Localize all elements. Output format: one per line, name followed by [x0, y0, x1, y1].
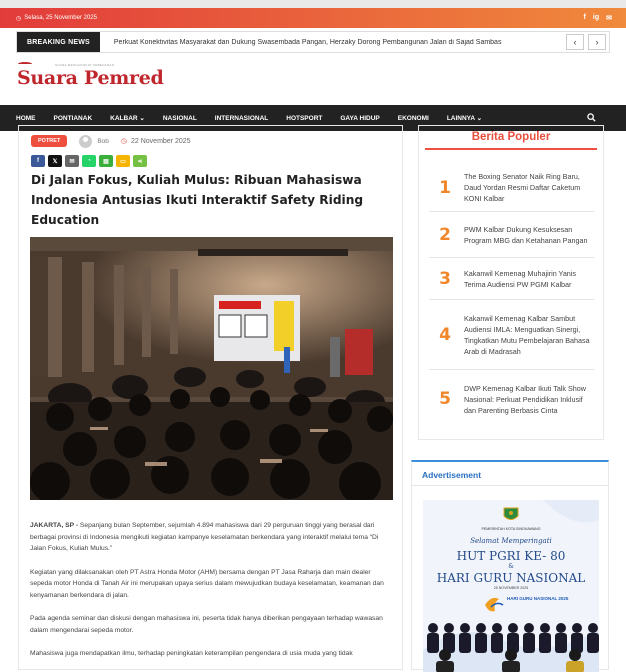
- share-buttons: [31, 155, 147, 167]
- breaking-next-button[interactable]: [588, 34, 606, 50]
- popular-headline[interactable]: Kakanwil Kemenag Muhajirin Yanis Terima Audiensi PW PGMI Kalbar: [464, 268, 576, 289]
- facebook-icon[interactable]: f: [583, 14, 586, 21]
- popular-item[interactable]: [429, 258, 594, 300]
- nav-hotsport[interactable]: HOTSPORT: [286, 114, 323, 122]
- avatar: [79, 135, 92, 148]
- popular-news-widget: [418, 125, 604, 440]
- logo-eye-icon: [18, 62, 32, 66]
- share-icon[interactable]: ⋖: [133, 155, 147, 167]
- breaking-news-bar: [16, 31, 610, 53]
- popular-headline[interactable]: Kakanwil Kemenag Kalbar Sambut Audiensi IMLA: Menguatkan Sinergi, Tingkatkan Mutu Pembelajaran Bahasa Arab di Madrasah: [464, 313, 590, 356]
- nav-internasional[interactable]: INTERNASIONAL: [214, 114, 269, 122]
- social-links: [584, 14, 612, 22]
- logo-tagline: SUARA MENGANGKAT KEBENARAN: [55, 63, 115, 67]
- article-photo[interactable]: [30, 237, 393, 500]
- popular-rank: 4: [439, 324, 451, 345]
- popular-news-title: Berita Populer: [425, 126, 597, 150]
- popular-rank: 5: [439, 389, 451, 409]
- breaking-news-headline[interactable]: Perkuat Konektivitas Masyarakat dan Dukung Swasembada Pangan, Herzaky Dorong Pembangunan Jalan di Sajad Sambas: [113, 38, 502, 46]
- popular-headline[interactable]: DWP Kemenag Kalbar Ikuti Talk Show Nasional: Perkuat Pendidikan Inklusif dan Parenting Berbasis Cinta: [464, 383, 586, 415]
- logo-name: Suara Pemred: [17, 67, 164, 89]
- chevron-left-icon: ‹: [573, 37, 577, 47]
- nav-nasional[interactable]: NASIONAL: [162, 114, 197, 122]
- email-icon[interactable]: ✉: [606, 15, 612, 22]
- search-icon[interactable]: [587, 113, 596, 124]
- site-logo[interactable]: [0, 53, 626, 105]
- advertisement-widget: [411, 460, 609, 670]
- instagram-icon[interactable]: ig: [592, 14, 600, 21]
- dateline: JAKARTA, SP -: [30, 522, 79, 529]
- article-paragraph: Pada agenda seminar dan diskusi dengan mahasiswa ini, peserta tidak hanya diberikan pengayaan terhadap wawasan dalam mengendarai sepeda motor.: [30, 615, 383, 634]
- nav-ekonomi[interactable]: EKONOMI: [397, 114, 429, 122]
- ad-amp: &: [508, 563, 514, 570]
- line-share-icon[interactable]: ▤: [99, 155, 113, 167]
- popular-rank: 2: [439, 224, 451, 245]
- article-title: Di Jalan Fokus, Kuliah Mulus: Ribuan Mahasiswa Indonesia Antusias Ikuti Interaktif Safety Riding Education: [31, 173, 364, 227]
- x-share-icon[interactable]: 𝕏: [48, 155, 62, 167]
- clock-icon: ◷: [120, 138, 127, 145]
- popular-item[interactable]: [429, 300, 594, 370]
- nav-kalbar[interactable]: KALBAR ⌄: [110, 115, 145, 122]
- facebook-share-icon[interactable]: f: [31, 155, 45, 167]
- ad-org: PEMERINTAH KOTA SINGKAWANG: [481, 527, 541, 531]
- popular-rank: 1: [439, 177, 451, 198]
- popular-item[interactable]: [429, 370, 594, 428]
- seminar-hall-image: [30, 237, 393, 500]
- popular-item[interactable]: [429, 212, 594, 258]
- ad-date: 25 NOVEMBER 2025: [493, 586, 529, 590]
- ad-greeting: Selamat Memperingati: [470, 537, 552, 545]
- article-body: [30, 520, 390, 672]
- breaking-news-label: BREAKING NEWS: [17, 32, 100, 52]
- hut-pgri-banner-image: [423, 500, 599, 672]
- advertisement-title: Advertisement: [412, 462, 608, 486]
- popular-item[interactable]: [429, 164, 594, 212]
- nav-pontianak[interactable]: PONTIANAK: [53, 114, 93, 122]
- nav-gaya-hidup[interactable]: GAYA HIDUP: [340, 114, 380, 122]
- article-container: [18, 125, 403, 670]
- popular-headline[interactable]: PWM Kalbar Dukung Kesuksesan Program MBG dan Ketahanan Pangan: [464, 224, 588, 245]
- ad-logo-text: HARI GURU NASIONAL 2025: [507, 596, 569, 601]
- breaking-prev-button[interactable]: [566, 34, 584, 50]
- article-paragraph: Mahasiswa juga mendapatkan ilmu, terhadap peningkatan keterampilan pengendara di usia muda yang tidak: [30, 650, 353, 657]
- article-date: 22 November 2025: [131, 137, 191, 145]
- author-name[interactable]: Bob: [97, 137, 109, 145]
- browser-top-strip: [0, 0, 626, 8]
- popular-rank: 3: [439, 268, 451, 289]
- popular-headline[interactable]: The Boxing Senator Naik Ring Baru, Daud Yordan Resmi Daftar Caketum KONI Kalbar: [464, 172, 581, 203]
- article-meta: [31, 134, 191, 148]
- top-bar: [0, 8, 626, 28]
- ad-line1: HUT PGRI KE- 80: [456, 549, 566, 563]
- copy-link-icon[interactable]: ▭: [116, 155, 130, 167]
- whatsapp-share-icon[interactable]: ◔: [82, 155, 96, 167]
- nav-lainnya[interactable]: LAINNYA ⌄: [446, 115, 483, 122]
- ad-line2: HARI GURU NASIONAL: [436, 571, 586, 585]
- advertisement-banner[interactable]: [423, 500, 599, 672]
- email-share-icon[interactable]: ✉: [65, 155, 79, 167]
- category-badge[interactable]: POTRET: [31, 135, 67, 147]
- top-date: ◷ Selasa, 25 November 2025: [16, 15, 97, 22]
- article-paragraph: Kegiatan yang dilaksanakan oleh PT Astra Honda Motor (AHM) bersama dengan PT Jasa Raharja dan main dealer sepeda motor Honda di Tanah Air ini merupakan upaya serius dalam mewujudkan budaya keselamatan, keamanan dan kenyamanan berkendara di jalan.: [30, 568, 384, 599]
- chevron-right-icon: ›: [595, 37, 599, 47]
- nav-home[interactable]: HOME: [16, 114, 36, 122]
- clock-icon: ◷: [16, 15, 22, 22]
- article-paragraph: JAKARTA, SP - Sepanjang bulan September, sejumlah 4.894 mahasiswa dari 29 perguruan tinggi yang berasal dari berbagai provinsi di Indonesia mengikuti kegiatan kampanye keselamatan berkendara yang interaktif melalui tema “Di Jalan Fokus, Kuliah Mulus.”: [30, 522, 379, 552]
